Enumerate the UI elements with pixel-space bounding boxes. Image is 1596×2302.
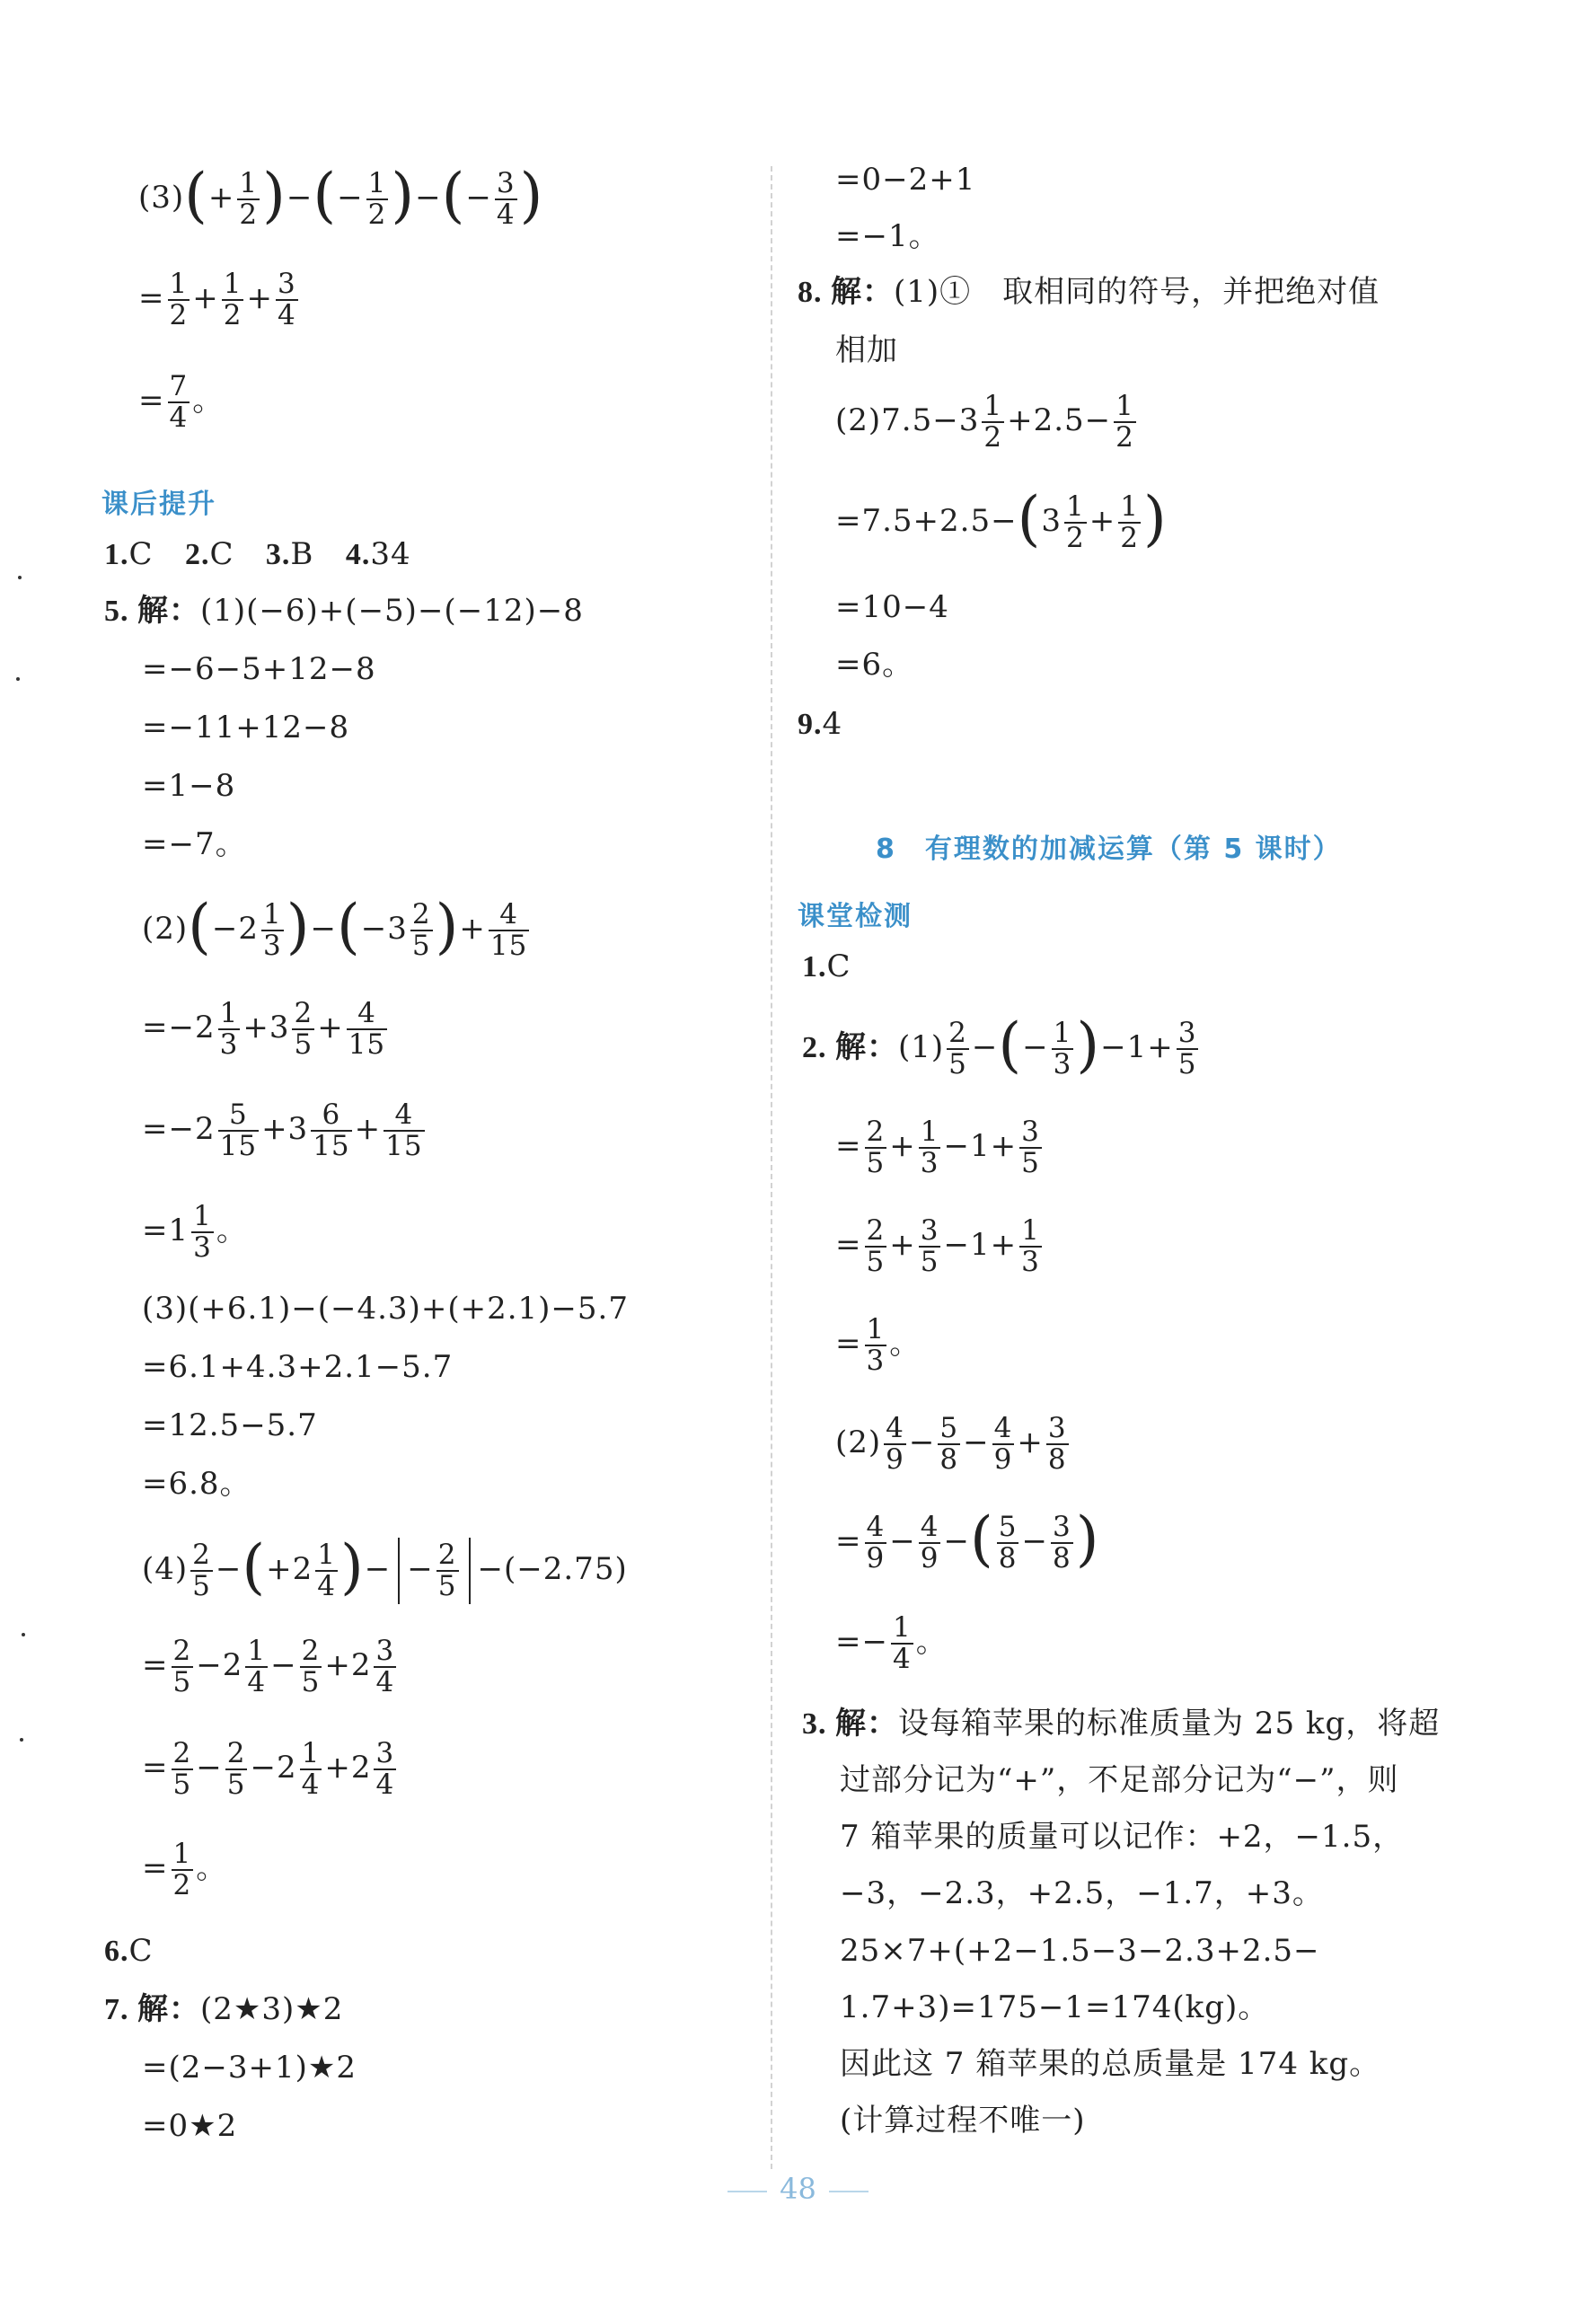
q3-line-6: 1.7+3)=175−1=174(kg)。 [840,1989,1270,2025]
q8-2-expr: (2)7.5−3 $\frac{1}{2}$ +2.5− $\frac{1}{2}$ [835,390,1134,454]
q5-line-4: =1−8 [142,768,236,804]
q2-1-result: = $\frac{1}{3}$ 。 [835,1313,921,1377]
q2-2-step1: = $\frac{4}{9}$ − $\frac{4}{9}$ −( $\frac{5}{8}$ − $\frac{3}{8}$ ) [835,1504,1100,1574]
q5-2-step1: =−2 $\frac{1}{3}$ +3 $\frac{2}{5}$ + $\frac{4}{15}$ [142,997,386,1061]
q8-2-step1: =7.5+2.5−(3 $\frac{1}{2}$ + $\frac{1}{2}$ ) [835,484,1168,554]
margin-speck [18,576,22,579]
q5-line-5: =−7。 [142,826,247,862]
q9: 9.4 [798,706,843,742]
q5-2-expr: (2)(−2 $\frac{1}{3}$ )−(−3 $\frac{2}{5}$ )+ $\frac{4}{15}$ [142,892,528,962]
page-number: 48 [0,2172,1596,2206]
q3-line-7: 因此这 7 箱苹果的总质量是 174 kg。 [840,2046,1381,2082]
q2-1-expr: 2. 解：(1) $\frac{2}{5}$ −(− $\frac{1}{3}$ )−1+ $\frac{3}{5}$ [802,1010,1197,1080]
q5-2-result: =1 $\frac{1}{3}$ 。 [142,1200,248,1264]
q5-3-line-1: (3)(+6.1)−(−4.3)+(+2.1)−5.7 [142,1291,629,1327]
cont-line-2: =−1。 [835,218,940,254]
expr-left-3: (3)(+ $\frac{1}{2}$ )−(− $\frac{1}{2}$ )−(− $\frac{3}{4}$ ) [138,161,544,231]
q5-3-line-2: =6.1+4.3+2.1−5.7 [142,1349,454,1385]
q5-4-step1: = $\frac{2}{5}$ −2 $\frac{1}{4}$ − $\frac{2}{5}$ +2 $\frac{3}{4}$ [142,1635,395,1698]
q3-line-1: 3. 解：设每箱苹果的标准质量为 25 kg，将超 [802,1706,1441,1742]
q5-4-result: = $\frac{1}{2}$ 。 [142,1838,228,1901]
q5-line-1: 5. 解：(1)(−6)+(−5)−(−12)−8 [104,593,584,629]
q8-line-2: 相加 [835,332,898,368]
q8-2-result: =6。 [835,647,914,683]
q3-line-8: (计算过程不唯一) [840,2103,1086,2139]
margin-speck [22,1633,25,1636]
q5-line-2: =−6−5+12−8 [142,651,376,687]
column-divider [771,166,772,2169]
cont-line-1: =0−2+1 [835,162,976,198]
q1: 1.C [802,948,851,984]
q5-2-step2: =−2 $\frac{5}{15}$ +3 $\frac{6}{15}$ + $\frac{4}{15}$ [142,1098,423,1162]
q5-3-line-4: =6.8。 [142,1466,251,1502]
mc-answers: 1.C 2.C 3.B 4.34 [104,536,411,572]
expr-left-3-step1: = $\frac{1}{2}$ + $\frac{1}{2}$ + $\frac{3}{4}$ [138,268,296,331]
q8-line-1: 8. 解：(1)① 取相同的符号，并把绝对值 [798,274,1380,310]
q5-4-step2: = $\frac{2}{5}$ − $\frac{2}{5}$ −2 $\frac{1}{4}$ +2 $\frac{3}{4}$ [142,1737,395,1801]
after-class-heading: 课后提升 [101,489,216,520]
q3-line-3: 7 箱苹果的质量可以记作：+2，−1.5， [840,1819,1405,1855]
q2-1-step2: = $\frac{2}{5}$ + $\frac{3}{5}$ −1+ $\frac{1}{3}$ [835,1214,1040,1278]
q2-2-expr: (2) $\frac{4}{9}$ − $\frac{5}{8}$ − $\frac{4}{9}$ + $\frac{3}{8}$ [835,1412,1067,1476]
margin-speck [16,677,20,681]
q5-3-line-3: =12.5−5.7 [142,1407,318,1443]
expr-left-3-result: = $\frac{7}{4}$ 。 [138,370,225,434]
q5-line-3: =−11+12−8 [142,710,350,745]
q3-line-4: −3，−2.3，+2.5，−1.7，+3。 [840,1875,1324,1911]
q7-line-3: =0★2 [142,2108,238,2144]
q2-2-result: =− $\frac{1}{4}$ 。 [835,1611,948,1675]
q2-1-step1: = $\frac{2}{5}$ + $\frac{1}{3}$ −1+ $\frac{3}{5}$ [835,1116,1040,1179]
lesson-title: 8 有理数的加减运算（第 5 课时） [876,833,1342,865]
q7-line-1: 7. 解：(2★3)★2 [104,1991,344,2027]
q6: 6.C [104,1933,154,1969]
q3-line-5: 25×7+(+2−1.5−3−2.3+2.5− [840,1933,1320,1969]
class-check-heading: 课堂检测 [798,901,913,932]
q5-4-expr: (4) $\frac{2}{5}$ −(+2 $\frac{1}{4}$ )− − $\frac{2}{5}$ −(−2.75) [142,1532,628,1602]
q3-line-2: 过部分记为“+”，不足部分记为“−”，则 [840,1762,1399,1798]
q8-2-step2: =10−4 [835,589,949,625]
margin-speck [20,1738,23,1742]
q7-line-2: =(2−3+1)★2 [142,2050,357,2086]
